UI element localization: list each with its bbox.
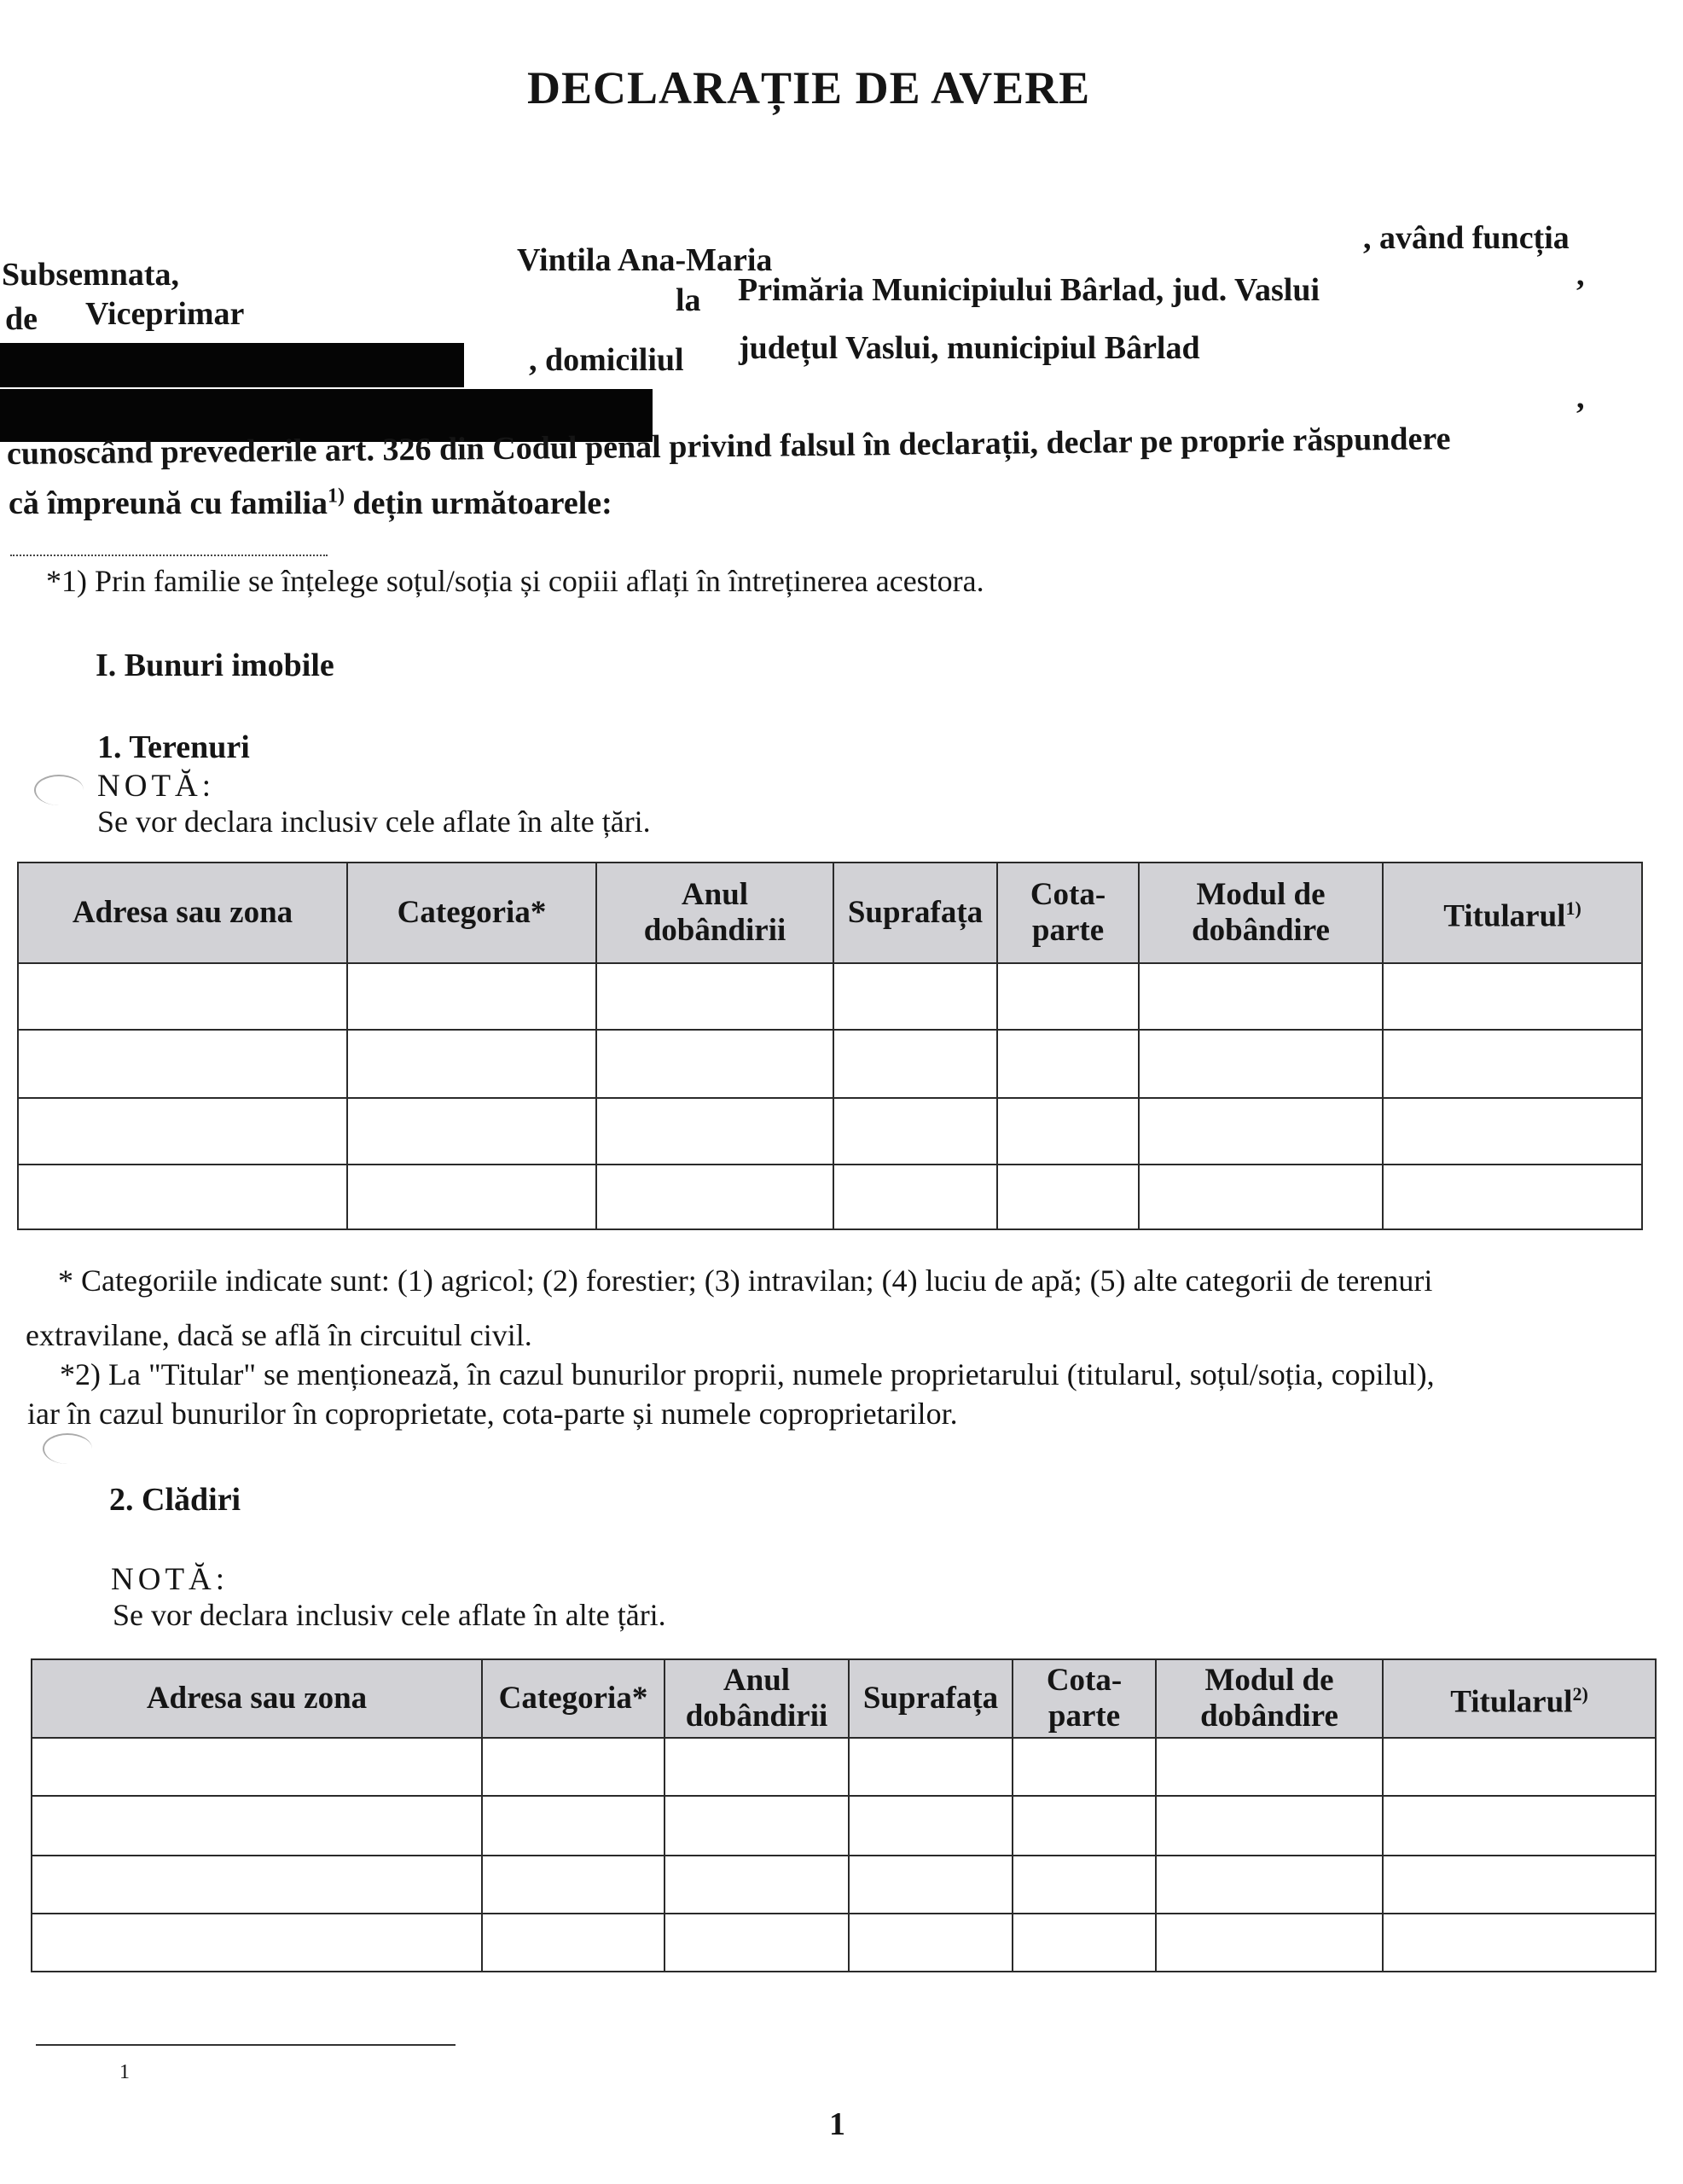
table-row — [18, 1098, 1642, 1165]
scan-smudge-2 — [43, 1433, 92, 1464]
categorii-note-line-2: extravilane, dacă se află în circuitul civil. — [26, 1318, 532, 1352]
cladiri-table — [31, 1658, 1657, 1972]
comma-2: , — [1576, 380, 1585, 415]
footnote-dotted-separator — [10, 555, 328, 556]
declarant-name: Vintila Ana-Maria — [517, 242, 773, 278]
col-categoria: Categoria* — [482, 1659, 664, 1738]
col-titular-sup: 2) — [1572, 1683, 1588, 1705]
functie-value: Viceprimar — [85, 296, 245, 332]
declaration-line-2 — [9, 485, 612, 522]
declaration-line-1: cunoscând prevederile art. 326 din Codul penal privind falsul în declarații, declar pe propriе răspundere — [6, 421, 1451, 472]
cladiri-nota-text: Se vor declara inclusiv cele aflate în alte țări. — [113, 1598, 666, 1632]
table-row — [32, 1914, 1656, 1972]
titular-note-line-2: iar în cazul bunurilor în coproprietate, cota-parte și numele coproprietarilor. — [27, 1397, 958, 1431]
col-titular — [1383, 1659, 1656, 1738]
table-row — [18, 963, 1642, 1030]
col-cota-label: Cota-parte — [1030, 877, 1106, 948]
col-suprafata: Suprafața — [849, 1659, 1013, 1738]
terenuri-heading: 1. Terenuri — [97, 729, 250, 765]
table-row — [32, 1856, 1656, 1914]
institutie-value: Primăria Municipiului Bârlad, jud. Vaslui — [738, 272, 1320, 308]
categorii-note-line-1: * Categoriile indicate sunt: (1) agricol; (2) forestier; (3) intravilan; (4) luciu de apă; (5) alte categorii de terenuri — [58, 1263, 1433, 1298]
col-anul-label: Anul dobândirii — [685, 1663, 828, 1734]
col-adresa: Adresa sau zona — [32, 1659, 482, 1738]
terenuri-nota-label: NOTĂ: — [97, 769, 216, 804]
col-cota — [997, 863, 1139, 963]
scan-smudge-1 — [34, 775, 84, 805]
col-titular — [1383, 863, 1642, 963]
table-row — [32, 1796, 1656, 1856]
col-anul — [596, 863, 833, 963]
titular-note-line-1: *2) La "Titular" se menționează, în cazul bunurilor proprii, numele proprietarului (titularul, soțul/soția, copilul), — [60, 1357, 1435, 1391]
adresa-value: județul Vaslui, municipiul Bârlad — [739, 330, 1200, 366]
cladiri-heading: 2. Clădiri — [109, 1482, 241, 1518]
table-row — [32, 1738, 1656, 1796]
col-titular-sup: 1) — [1565, 897, 1581, 920]
page-number: 1 — [829, 2106, 845, 2142]
domiciliul-label: , domiciliul — [529, 342, 684, 378]
subsemnata-label: Subsemnata, — [2, 257, 179, 293]
col-cota — [1013, 1659, 1156, 1738]
page-title: DECLARAȚIE DE AVERE — [527, 62, 1091, 113]
section-bunuri-imobile: I. Bunuri imobile — [96, 648, 334, 683]
de-label: de — [5, 301, 38, 337]
avand-functia-label: , având funcția — [1363, 220, 1570, 256]
la-label: la — [676, 282, 701, 318]
redacted-block-1 — [0, 343, 464, 387]
table-row — [18, 1030, 1642, 1098]
col-suprafata: Suprafața — [833, 863, 997, 963]
col-anul — [664, 1659, 849, 1738]
comma-1: , — [1576, 257, 1585, 293]
footnote-marker: 1 — [119, 2061, 130, 2083]
col-anul-label: Anul dobândirii — [643, 877, 786, 948]
col-modul — [1156, 1659, 1383, 1738]
col-titular-label: Titularul — [1450, 1684, 1573, 1720]
col-adresa: Adresa sau zona — [18, 863, 347, 963]
col-modul-label: Modul de dobândire — [1200, 1663, 1338, 1734]
col-modul-label: Modul de dobândire — [1192, 877, 1330, 948]
declaration-line-2-a: că împreună cu familia — [9, 485, 328, 521]
table-row — [18, 1165, 1642, 1229]
col-categoria: Categoria* — [347, 863, 596, 963]
cladiri-nota-label: NOTĂ: — [111, 1562, 229, 1597]
familia-superscript: 1) — [328, 485, 345, 508]
terenuri-nota-text: Se vor declara inclusiv cele aflate în alte țări. — [97, 804, 651, 839]
col-cota-label: Cota-parte — [1046, 1663, 1123, 1734]
footnote-separator — [36, 2044, 456, 2046]
declaration-line-2-b: dețin următoarele: — [345, 485, 612, 521]
footnote-family: *1) Prin familie se înțelege soțul/soția și copiii aflați în întreținerea acestora. — [46, 564, 984, 598]
terenuri-table — [17, 862, 1643, 1230]
col-titular-label: Titularul — [1443, 898, 1566, 934]
col-modul — [1139, 863, 1383, 963]
